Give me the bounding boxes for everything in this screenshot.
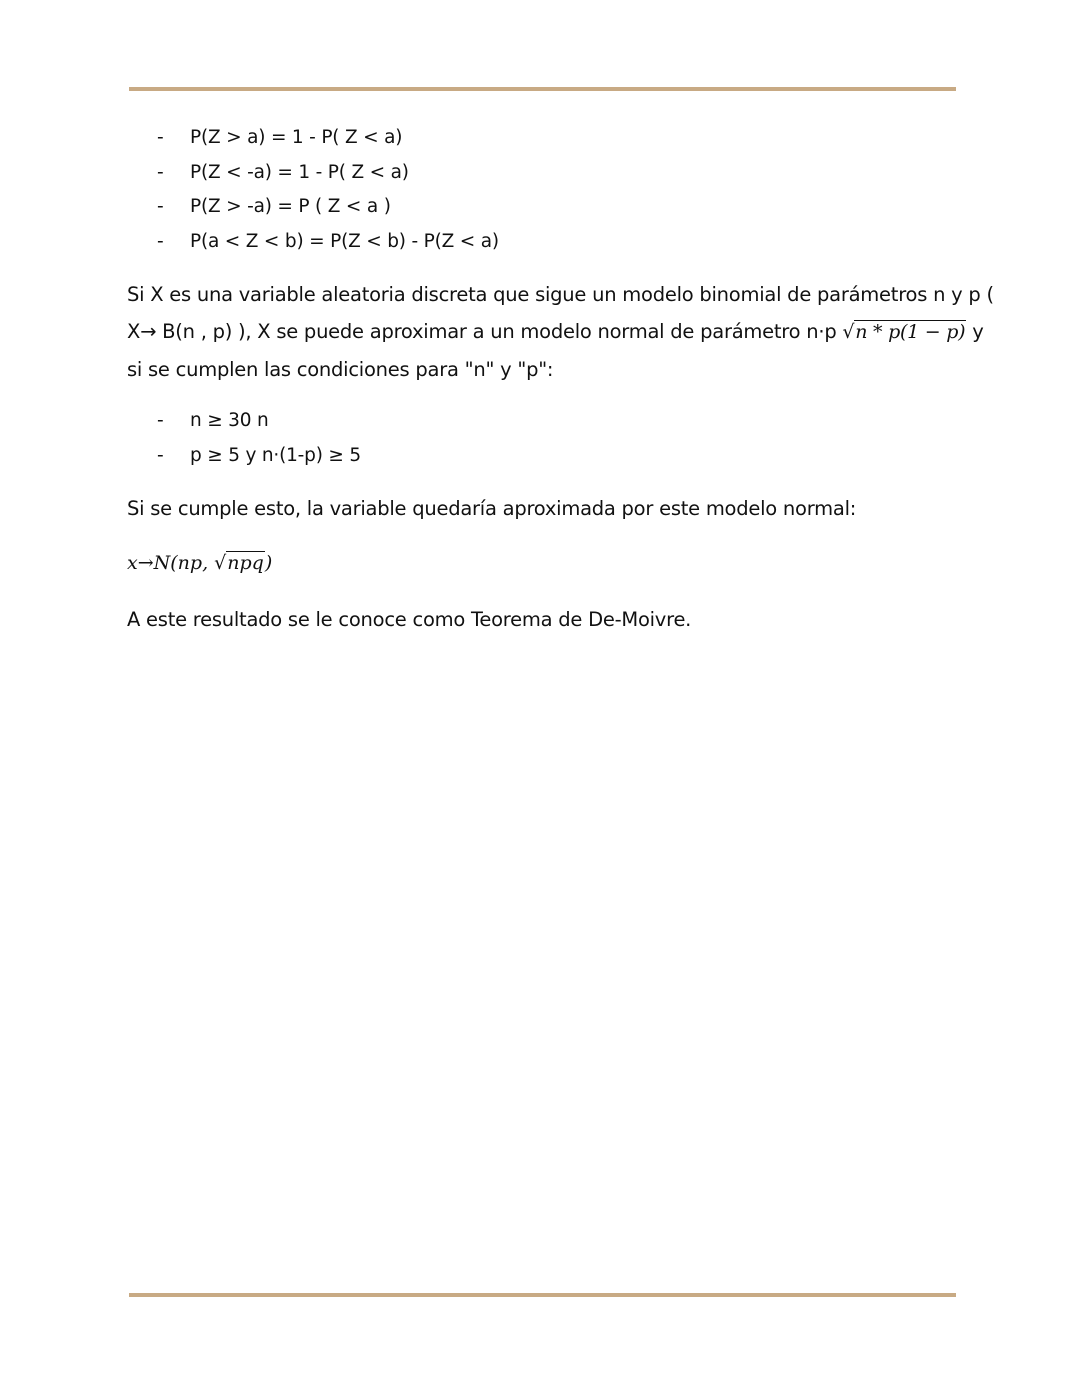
theorem-paragraph: A este resultado se le conoce como Teorema de De-Moivre. bbox=[127, 608, 692, 631]
list-item-text: P(Z > a) = 1 - P( Z < a) bbox=[190, 127, 403, 148]
sqrt-content: npq bbox=[227, 552, 264, 574]
sqrt-symbol: √ bbox=[842, 321, 855, 343]
binomial-paragraph bbox=[127, 276, 994, 388]
bullet-dash: - bbox=[157, 410, 164, 431]
formula-prefix: x→N(np, bbox=[127, 552, 215, 574]
list-item-text: n ≥ 30 n bbox=[190, 410, 269, 431]
bullet-dash: - bbox=[157, 230, 164, 252]
bullet-dash: - bbox=[157, 196, 164, 217]
conditions-list bbox=[127, 404, 361, 473]
sqrt-expression bbox=[214, 552, 265, 574]
list-item-text: p ≥ 5 y n·(1-p) ≥ 5 bbox=[190, 444, 361, 466]
bottom-rule bbox=[129, 1293, 956, 1297]
bullet-dash: - bbox=[157, 444, 164, 466]
sqrt-symbol: √ bbox=[214, 552, 227, 574]
list-item bbox=[127, 404, 361, 439]
paragraph-line: Si X es una variable aleatoria discreta que sigue un modelo binomial de parámetros n y p ( bbox=[127, 283, 994, 306]
paragraph-line bbox=[127, 313, 994, 351]
paragraph-line: si se cumplen las condiciones para "n" y "p": bbox=[127, 358, 554, 381]
sqrt-content: n * p(1 − p) bbox=[855, 321, 966, 343]
top-rule bbox=[129, 87, 956, 91]
list-item bbox=[127, 121, 499, 156]
list-item bbox=[127, 225, 499, 260]
list-item bbox=[127, 190, 499, 225]
formula-suffix: ) bbox=[264, 552, 273, 574]
list-item bbox=[127, 439, 361, 474]
normal-approximation-formula bbox=[127, 552, 272, 574]
list-item-text: P(a < Z < b) = P(Z < b) - P(Z < a) bbox=[190, 230, 499, 252]
list-item bbox=[127, 156, 499, 191]
line-text: X→ B(n , p) ), X se puede aproximar a un modelo normal de parámetro n·p bbox=[127, 320, 843, 343]
bullet-dash: - bbox=[157, 127, 164, 148]
probability-rules-list bbox=[127, 121, 499, 259]
list-item-text: P(Z > -a) = P ( Z < a ) bbox=[190, 196, 391, 217]
approximation-paragraph: Si se cumple esto, la variable quedaría aproximada por este modelo normal: bbox=[127, 497, 857, 520]
bullet-dash: - bbox=[157, 161, 164, 183]
list-item-text: P(Z < -a) = 1 - P( Z < a) bbox=[190, 161, 409, 183]
line-text: y bbox=[966, 320, 984, 343]
sqrt-expression bbox=[842, 314, 966, 351]
